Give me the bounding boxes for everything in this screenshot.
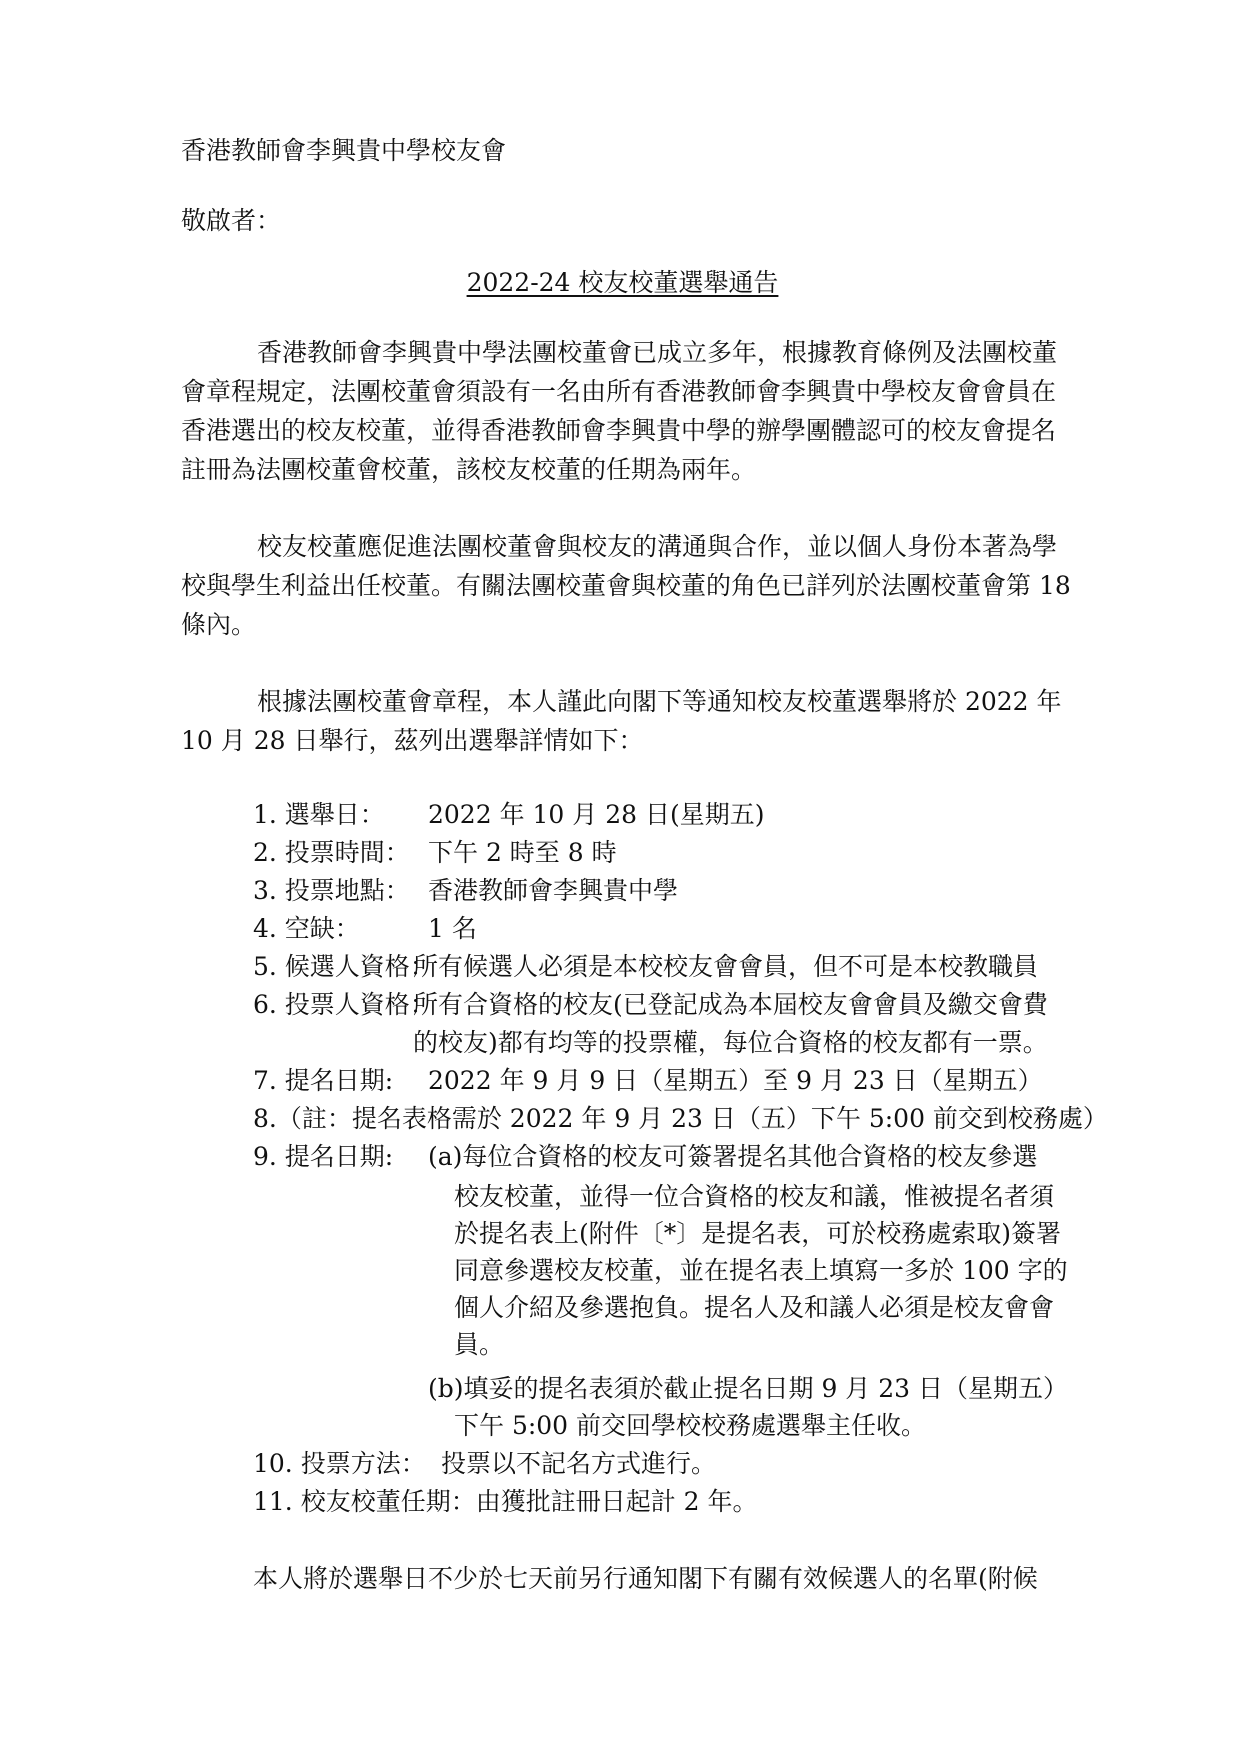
item-7-value: 2022 年 9 月 9 日（星期五）至 9 月 23 日（星期五） [428,1066,1043,1095]
item-3 [253,874,678,908]
notice-title-text: 2022-24 校友校董選舉通告 [466,268,779,297]
item-8 [253,1102,1108,1136]
item-9a-line-6: 員。 [454,1330,505,1359]
p3-line-2: 10 月 28 日舉行，茲列出選舉詳情如下： [181,726,644,755]
item-3-label: 3. 投票地點： [253,876,410,905]
item-7-label: 7. 提名日期: [253,1066,394,1095]
item-8-label: 8.（註： [253,1104,352,1133]
item-9-value: (a)每位合資格的校友可簽署提名其他合資格的校友參選 [428,1142,1038,1171]
item-9a-line-4: 同意參選校友校董，並在提名表上填寫一多於 100 字的 [454,1256,1068,1285]
p3-line-1: 根據法團校董會章程，本人謹此向閣下等通知校友校董選舉將於 2022 年 [257,687,1062,716]
item-4-value: 1 名 [428,914,477,943]
p1-line-4: 註冊為法團校董會校董，該校友校董的任期為兩年。 [181,455,757,484]
item-2-value: 下午 2 時至 8 時 [428,838,617,867]
item-6-value: 所有合資格的校友(已登記成為本屆校友會會員及繳交會費 [413,990,1048,1019]
item-6-continued: 的校友)都有均等的投票權，每位合資格的校友都有一票。 [413,1028,1048,1057]
item-4 [253,912,477,946]
item-10-value: 投票以不記名方式進行。 [441,1449,717,1478]
p1-line-1: 香港教師會李興貴中學法團校董會已成立多年，根據教育條例及法團校董 [257,338,1058,367]
p2-line-3: 條內。 [181,610,257,639]
item-9a-line-2: 校友校董，並得一位合資格的校友和議，惟被提名者須 [454,1182,1055,1211]
item-1-label: 1. 選舉日： [253,800,385,829]
item-2-label: 2. 投票時間： [253,838,410,867]
item-8-value: 提名表格需於 2022 年 9 月 23 日（五）下午 5:00 前交到校務處） [351,1104,1108,1133]
item-11-label: 11. 校友校董任期： [253,1487,476,1516]
item-11 [253,1485,758,1519]
item-9a-line-5: 個人介紹及參選抱負。提名人及和議人必須是校友會會 [454,1293,1055,1322]
item-6 [253,988,1048,1022]
p1-line-2: 會章程規定，法團校董會須設有一名由所有香港教師會李興貴中學校友會會員在 [181,377,1057,406]
item-9a-line-3: 於提名表上(附件〔*〕是提名表，可於校務處索取)簽署 [454,1219,1062,1248]
notice-title [0,266,1245,300]
item-2 [253,836,617,870]
item-6-label: 6. 投票人資格： [253,990,435,1019]
item-4-label: 4. 空缺： [253,914,360,943]
item-5 [253,950,1038,984]
item-11-value: 由獲批註冊日起計 2 年。 [475,1487,758,1516]
item-5-value: 所有候選人必須是本校校友會會員，但不可是本校教職員 [413,952,1039,981]
salutation: 敬啟者： [181,206,282,235]
item-10-label: 10. 投票方法： [253,1449,426,1478]
item-9 [253,1140,1037,1174]
organization-name: 香港教師會李興貴中學校友會 [181,136,507,165]
item-7 [253,1064,1043,1098]
item-3-value: 香港教師會李興貴中學 [428,876,679,905]
item-9b-line-2: 下午 5:00 前交回學校校務處選舉主任收。 [454,1411,927,1440]
p2-line-1: 校友校董應促進法團校董會與校友的溝通與合作，並以個人身份本著為學 [257,532,1058,561]
item-1 [253,798,765,832]
item-10 [253,1447,716,1481]
item-9b: (b)填妥的提名表須於截止提名日期 9 月 23 日（星期五） [428,1374,1069,1403]
item-1-value: 2022 年 10 月 28 日(星期五) [428,800,765,829]
p2-line-2: 校與學生利益出任校董。有關法團校董會與校董的角色已詳列於法團校董會第 18 [181,571,1071,600]
item-9-label: 9. 提名日期: [253,1142,394,1171]
closing-paragraph: 本人將於選舉日不少於七天前另行通知閣下有關有效候選人的名單(附候 [253,1564,1038,1593]
p1-line-3: 香港選出的校友校董，並得香港教師會李興貴中學的辦學團體認可的校友會提名 [181,416,1057,445]
item-5-label: 5. 候選人資格： [253,952,435,981]
